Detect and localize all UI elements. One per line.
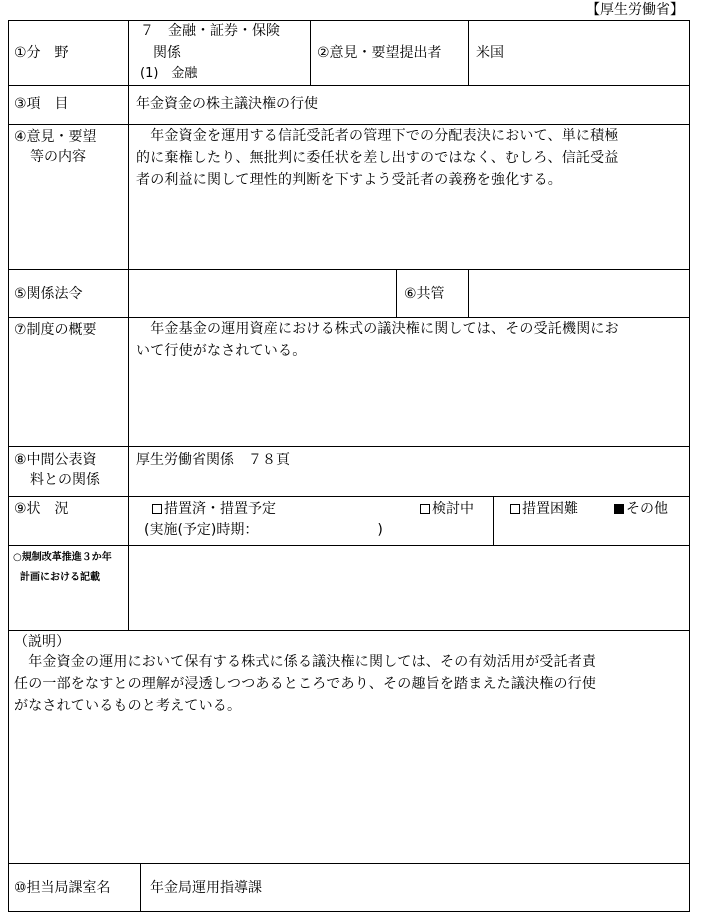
status-option-other[interactable]: その他	[614, 499, 668, 519]
status-period: (実施(予定)時期： )	[144, 522, 383, 538]
opinion-label: ④意見・要望	[14, 129, 97, 145]
system-text	[136, 318, 688, 362]
explanation-heading: （説明）	[14, 634, 70, 650]
plan-label-2: 計画における記載	[20, 572, 100, 583]
system-label: ⑦制度の概要	[14, 322, 97, 338]
status-option-reviewing[interactable]: 検討中	[420, 499, 474, 519]
opinion-line: 年金資金を運用する信託受託者の管理下での分配表決において、単に積極	[136, 128, 619, 144]
opinion-line: 的に棄権したり、無批判に委任状を差し出すのではなく、むしろ、信託受益	[136, 150, 619, 166]
field-line1: ７ 金融・証券・保険	[140, 23, 280, 39]
interim-label: ⑧中間公表資	[14, 452, 97, 468]
explanation-line: がなされているものと考えている。	[14, 698, 242, 714]
interim-label-2: 料との関係	[30, 472, 100, 488]
joint-label: ⑥共管	[404, 286, 445, 302]
submitter-value: 米国	[476, 45, 504, 61]
field-line2: 関係	[153, 45, 181, 61]
opinion-text	[136, 125, 688, 191]
explanation-text	[14, 651, 688, 717]
checkbox-icon[interactable]	[510, 504, 520, 514]
status-label: ⑨状 況	[14, 501, 69, 517]
field-label: ①分 野	[14, 45, 69, 61]
item-label: ③項 目	[14, 96, 69, 112]
opinion-line: 者の利益に関して理性的判断を下すよう受託者の義務を強化する。	[136, 172, 562, 188]
explanation-line: 年金資金の運用において保有する株式に係る議決権に関しては、その有効活用が受託者責	[14, 654, 597, 670]
law-label: ⑤関係法令	[14, 286, 83, 302]
interim-value: 厚生労働省関係 ７８頁	[136, 452, 290, 468]
system-line: いて行使がなされている。	[136, 343, 307, 359]
checkbox-checked-icon[interactable]	[614, 504, 624, 514]
explanation-line: 任の一部をなすとの理解が浸透しつつあるところであり、その趣旨を踏まえた議決権の行使	[14, 676, 597, 692]
plan-label: ○規制改革推進３か年	[13, 552, 112, 563]
checkbox-icon[interactable]	[152, 504, 162, 514]
ministry-label: 【厚生労働省】	[586, 2, 684, 18]
checkbox-icon[interactable]	[420, 504, 430, 514]
submitter-label: ②意見・要望提出者	[317, 45, 442, 61]
item-value: 年金資金の株主議決権の行使	[136, 96, 318, 112]
office-label: ⑩担当局課室名	[14, 880, 111, 896]
opinion-label-2: 等の内容	[30, 149, 86, 165]
status-option-measured[interactable]: 措置済・措置予定	[152, 499, 276, 519]
system-line: 年金基金の運用資産における株式の議決権に関しては、その受託機関にお	[136, 321, 619, 337]
status-option-difficult[interactable]: 措置困難	[510, 499, 578, 519]
field-line3: (1) 金融	[140, 66, 198, 81]
office-value: 年金局運用指導課	[150, 880, 262, 896]
